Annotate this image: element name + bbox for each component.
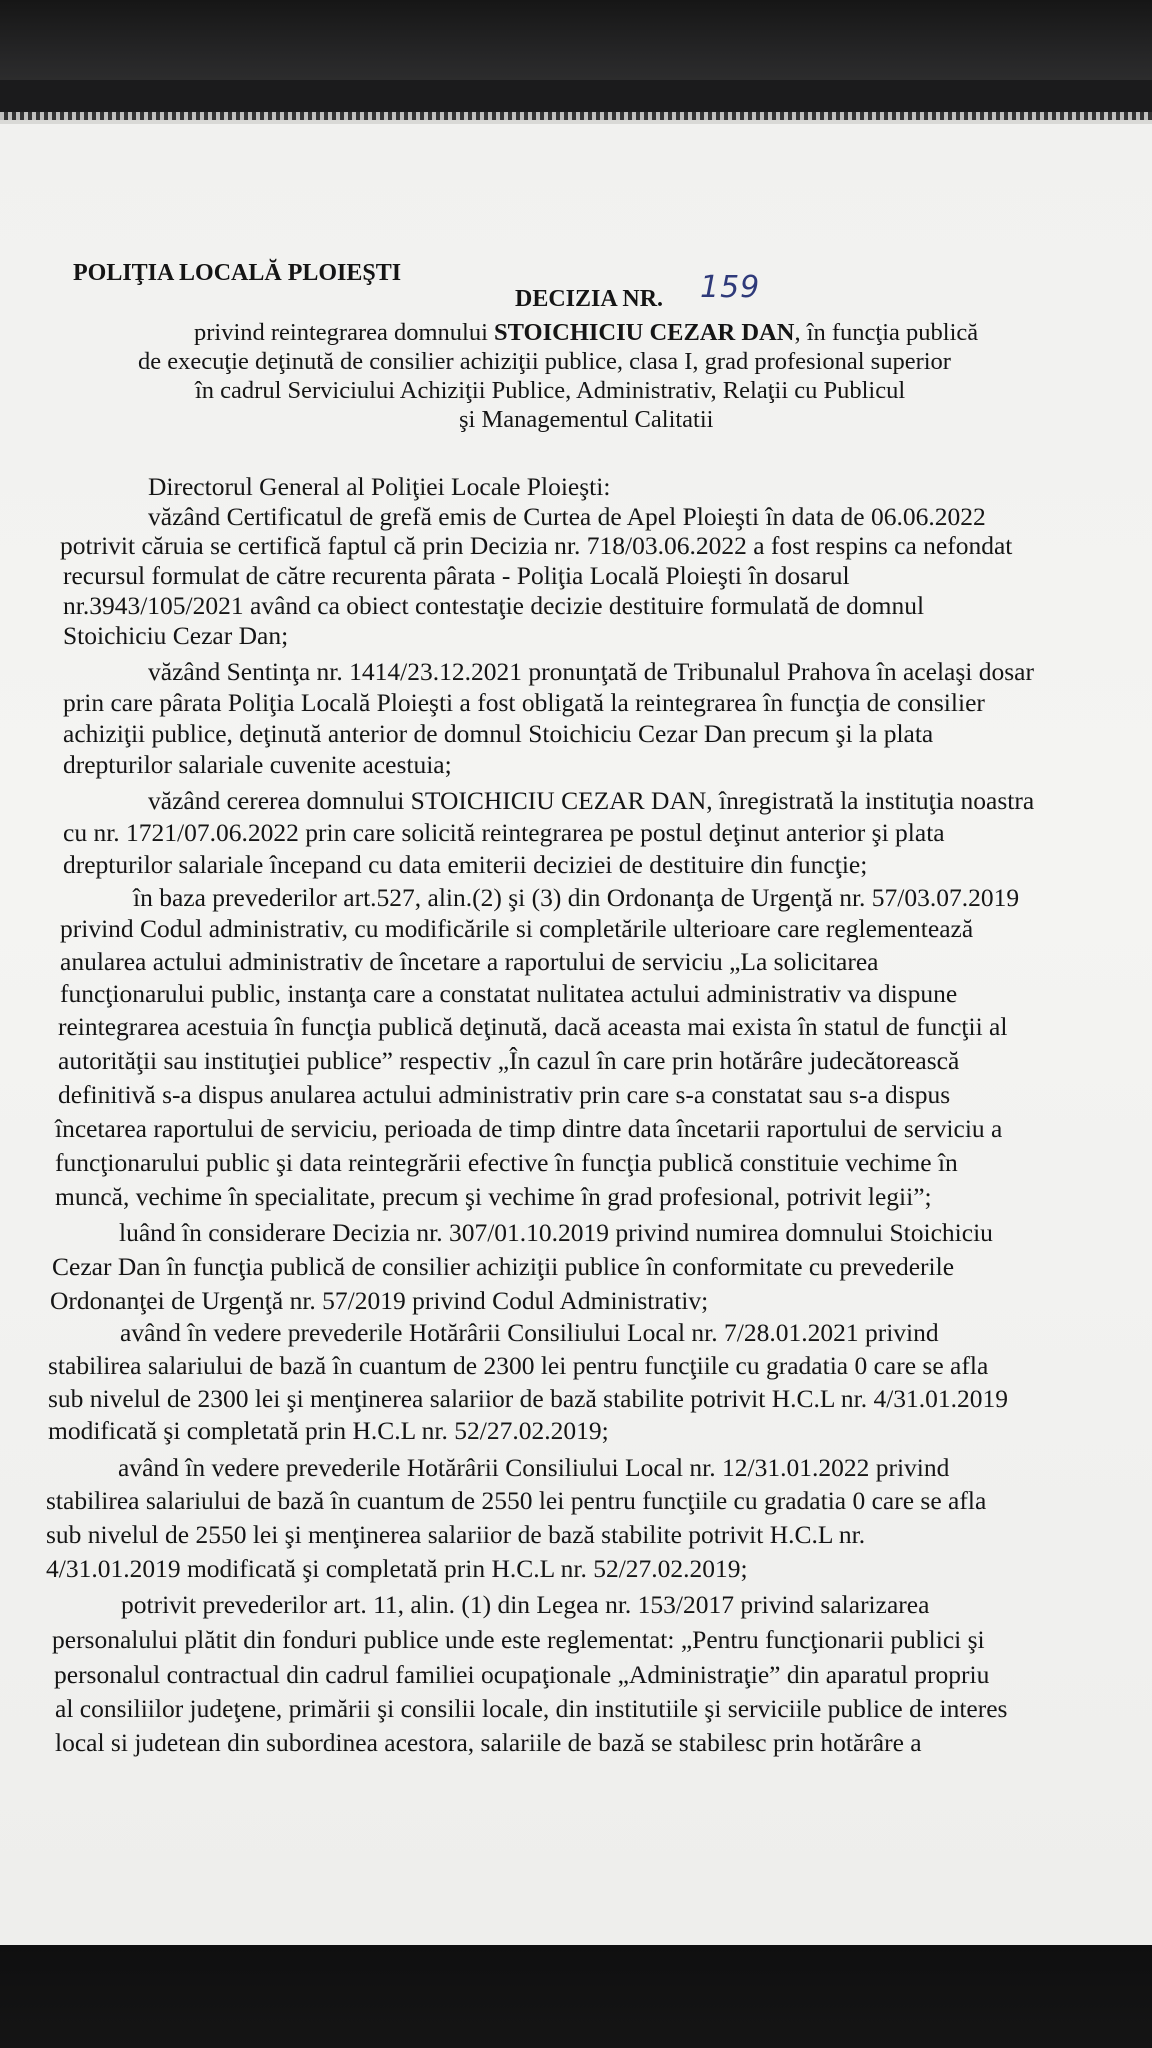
body-line: funcţionarului public şi data reintegrării efective în funcţia publică constituie vechime în [55,1148,958,1177]
body-line: stabilirea salariului de bază în cuantum de 2300 lei pentru funcţiile cu gradatia 0 care se afla [48,1351,989,1380]
body-line: încetarea raportului de serviciu, perioada de timp dintre data încetarii raportului de serviciu a [55,1114,1003,1143]
body-line: privind Codul administrativ, cu modificările si completările ulterioare care reglementează [60,914,974,943]
body-line: modificată şi completată prin H.C.L nr. 52/27.02.2019; [48,1416,609,1445]
body-line: 4/31.01.2019 modificată şi completată prin H.C.L nr. 52/27.02.2019; [46,1554,748,1583]
dark-background-top [0,0,1152,80]
dark-background-bottom [0,1945,1152,2048]
body-line: având în vedere prevederile Hotărârii Consiliului Local nr. 7/28.01.2021 privind [120,1318,939,1347]
decision-title: DECIZIA NR. [515,286,664,312]
body-line: anularea actului administrativ de încetare a raportului de serviciu „La solicitarea [60,947,879,976]
body-line: muncă, vechime în specialitate, precum şi vechime în grad profesional, potrivit legii”; [55,1182,932,1211]
body-line: definitivă s-a dispus anularea actului administrativ prin care s-a constatat sau s-a dispus [58,1080,951,1109]
body-line: funcţionarului public, instanţa care a constatat nulitatea actului administrativ va dispune [60,979,958,1008]
body-line: local si judetean din subordinea acestora, salariile de bază se stabilesc prin hotărâre a [55,1728,922,1757]
body-line: având în vedere prevederile Hotărârii Consiliului Local nr. 12/31.01.2022 privind [118,1453,950,1482]
body-line: al consiliilor judeţene, primării şi consilii locale, din institutiile şi serviciile publice de interes [55,1694,1008,1723]
body-line: autorităţii sau instituţiei publice” respectiv „În cazul în care prin hotărâre judecătorească [58,1046,960,1075]
employee-name: STOICHICIU CEZAR DAN [494,319,795,346]
body-line: prin care pârata Poliţia Locală Ploieşti a fost obligată la reintegrarea în funcţia de consilier [63,688,985,717]
body-line: personalului plătit din fonduri publice unde este reglementat: „Pentru funcţionarii publici şi [52,1625,985,1654]
body-line: Stoichiciu Cezar Dan; [63,621,289,650]
body-line: drepturilor salariale cuvenite acestuia; [63,750,452,779]
body-line: văzând cererea domnului STOICHICIU CEZAR DAN, înregistrată la instituţia noastra [148,786,1035,815]
subject-line-1: privind reintegrarea domnului STOICHICIU CEZAR DAN, în funcţia publică [194,319,979,346]
body-line: luând în considerare Decizia nr. 307/01.10.2019 privind numirea domnului Stoichiciu [119,1218,993,1247]
body-line: recursul formulat de către recurenta pârata - Poliţia Locală Ploieşti în dosarul [63,561,850,590]
institution-header: POLIŢIA LOCALĂ PLOIEŞTI [73,260,402,286]
body-line: potrivit prevederilor art. 11, alin. (1) din Legea nr. 153/2017 privind salarizarea [121,1590,930,1619]
body-line: achiziţii publice, deţinută anterior de domnul Stoichiciu Cezar Dan precum şi la plata [63,719,934,748]
body-line: cu nr. 1721/07.06.2022 prin care solicită reintegrarea pe postul deţinut anterior şi plata [63,818,945,847]
body-line: Directorul General al Poliţiei Locale Ploieşti: [148,472,611,501]
body-line: Ordonanţei de Urgenţă nr. 57/2019 privind Codul Administrativ; [50,1286,709,1315]
body-line: personalul contractual din cadrul familiei ocupaţionale „Administraţie” din aparatul propriu [54,1660,990,1689]
body-line: văzând Certificatul de grefă emis de Curtea de Apel Ploieşti în data de 06.06.2022 [148,502,986,531]
body-line: în baza prevederilor art.527, alin.(2) şi (3) din Ordonanţa de Urgenţă nr. 57/03.07.2019 [133,883,1020,912]
subject-line-2: de execuţie deţinută de consilier achiziţii publice, clasa I, grad profesional superior [138,348,951,375]
subject-line-4: şi Managementul Calitatii [459,406,714,433]
body-line: Cezar Dan în funcţia publică de consilier achiziţii publice în conformitate cu prevederile [52,1252,955,1281]
body-line: văzând Sentinţa nr. 1414/23.12.2021 pronunţată de Tribunalul Prahova în acelaşi dosar [148,657,1034,686]
body-line: nr.3943/105/2021 având ca obiect contestaţie decizie destituire formulată de domnul [63,591,925,620]
body-line: stabilirea salariului de bază în cuantum de 2550 lei pentru funcţiile cu gradatia 0 care se afla [46,1486,987,1515]
body-line: potrivit căruia se certifică faptul că prin Decizia nr. 718/03.06.2022 a fost respins ca nefondat [60,531,1013,560]
body-line: reintegrarea acestuia în funcţia publică deţinută, dacă aceasta mai exista în statul de funcţii al [58,1012,1008,1041]
body-line: sub nivelul de 2550 lei şi menţinerea salariior de bază stabilite potrivit H.C.L nr. [46,1520,866,1549]
body-line: drepturilor salariale începand cu data emiterii deciziei de destituire din funcţie; [63,850,868,879]
body-line: sub nivelul de 2300 lei şi menţinerea salariior de bază stabilite potrivit H.C.L nr. 4/31.01.2019 [48,1384,1009,1413]
subject-line-3: în cadrul Serviciului Achiziţii Publice, Administrativ, Relaţii cu Publicul [195,377,906,404]
handwritten-decision-number: 159 [700,270,761,305]
